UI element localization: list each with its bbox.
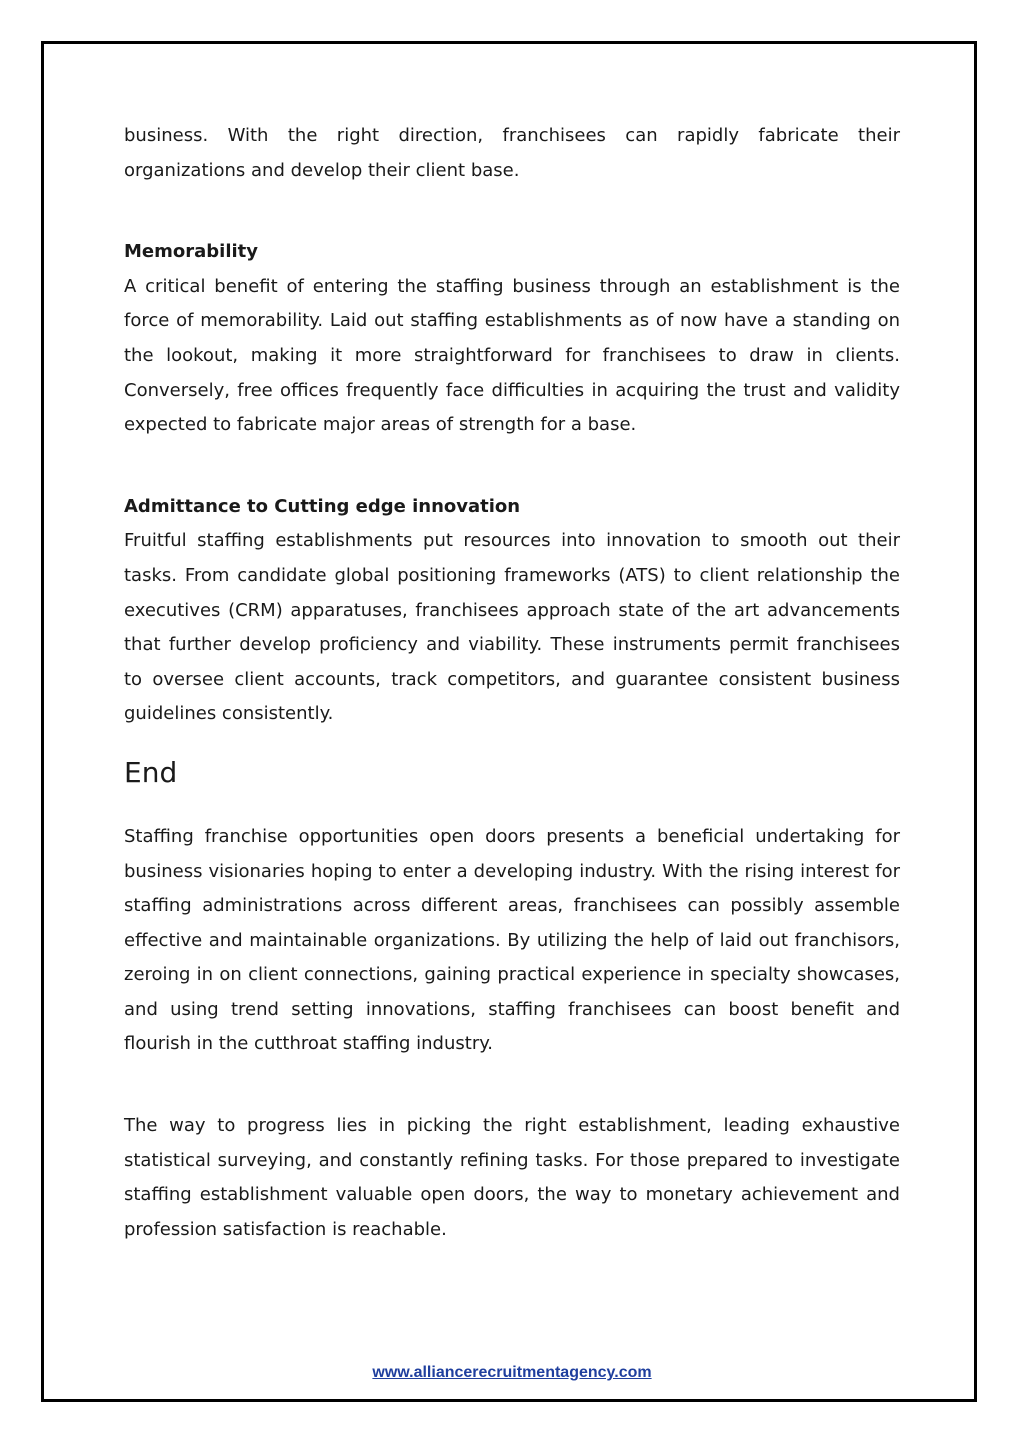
end-paragraph-2: The way to progress lies in picking the right establishment, leading exhaustive statistical surveying, and constantly refining tasks. For those prepared to investigate staffing establishment valuable open doors, the way to monetary achievement and profession satisfaction is reachable. [124,1115,900,1240]
document-body [124,119,900,1247]
section-memorability [124,235,900,443]
end-paragraph-1: Staffing franchise opportunities open doors presents a beneficial undertaking for business visionaries hoping to enter a developing industry. With the rising interest for staffing administrations across different areas, franchisees can possibly assemble effective and maintainable organizations. By utilizing the help of laid out franchisors, zeroing in on client connections, gaining practical experience in specialty showcases, and using trend setting innovations, staffing franchisees can boost benefit and flourish in the cutthroat staffing industry. [124,825,900,1055]
memorability-heading: Memorability [124,241,258,263]
innovation-heading: Admittance to Cutting edge innovation [124,495,521,517]
intro-paragraph: business. With the right direction, franchisees can rapidly fabricate their organizations and develop their client base. [124,125,900,181]
footer-website-link[interactable]: www.alliancerecruitmentagency.com [372,1364,652,1381]
innovation-paragraph: Fruitful staffing establishments put resources into innovation to smooth out their tasks. From candidate global positioning frameworks (ATS) to client relationship the executives (CRM) apparatuses, franchisees approach state of the art advancements that further develop proficiency and viability. These instruments permit franchisees to oversee client accounts, track competitors, and guarantee consistent business guidelines consistently. [124,530,900,725]
section-innovation [124,490,900,732]
memorability-paragraph: A critical benefit of entering the staffing business through an establishment is the force of memorability. Laid out staffing establishments as of now have a standing on the lookout, making it more straightforward for franchisees to draw in clients. Conversely, free offices frequently face difficulties in acquiring the trust and validity expected to fabricate major areas of strength for a base. [124,275,900,436]
end-title: End [124,755,178,789]
section-end [124,753,900,1248]
